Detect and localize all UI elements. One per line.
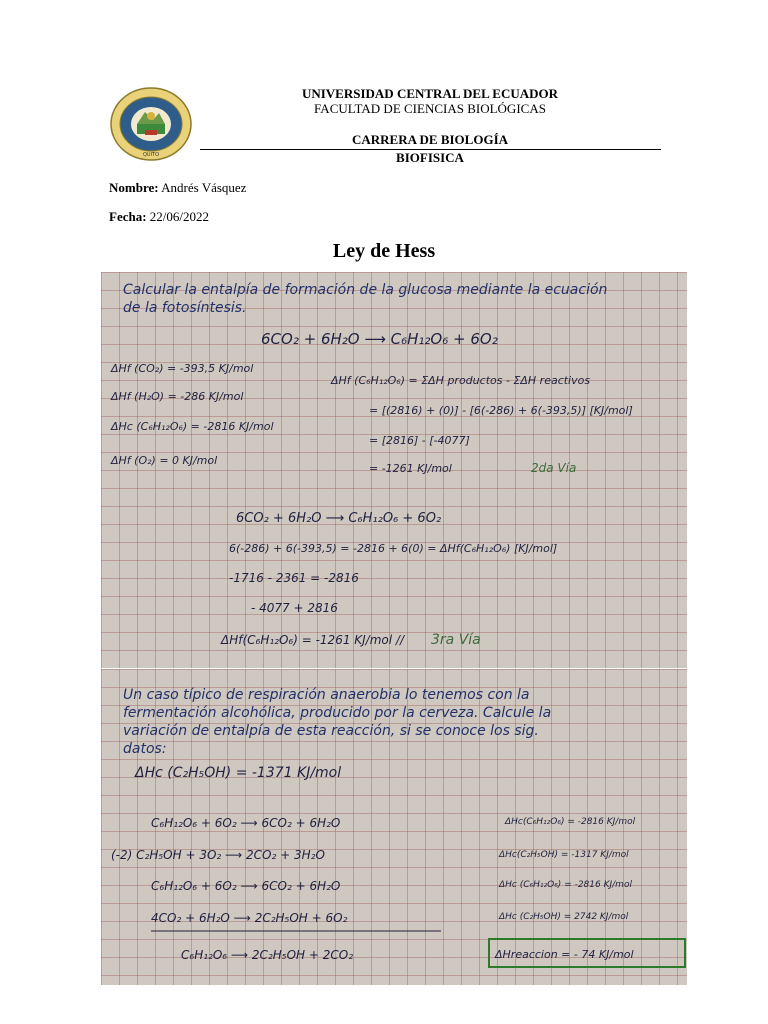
- p2-line-01: Un caso típico de respiración anaerobia lo tenemos con la: [123, 687, 530, 703]
- p1-line-10: ΔHf (O₂) = 0 KJ/mol: [111, 454, 218, 467]
- p2-line-10: C₆H₁₂O₆ + 6O₂ ⟶ 6CO₂ + 6H₂O: [151, 879, 341, 893]
- p1-line-07: = [(2816) + (0)] - [6(-286) + 6(-393,5)] [KJ/mol]: [369, 404, 633, 417]
- name-field: [109, 180, 246, 196]
- name-value: Andrés Vásquez: [158, 180, 247, 195]
- handwritten-notes-photo-2: [101, 669, 687, 985]
- p1-line-11: = -1261 KJ/mol: [369, 462, 452, 475]
- p1-line-17: ΔHf(C₆H₁₂O₆) = -1261 KJ/mol //: [221, 633, 404, 647]
- p2-line-07: ΔHc(C₆H₁₂O₆) = -2816 KJ/mol: [505, 817, 636, 827]
- p1-line-06: ΔHf (H₂O) = -286 KJ/mol: [111, 390, 244, 403]
- handwritten-notes-photo-1: [101, 272, 687, 668]
- p1-line-03: 6CO₂ + 6H₂O ⟶ C₆H₁₂O₆ + 6O₂: [261, 330, 498, 348]
- document-header: [200, 86, 660, 165]
- p1-line-05: ΔHf (C₆H₁₂O₆) = ΣΔH productos - ΣΔH reactivos: [331, 374, 591, 387]
- p1-line-14: 6(-286) + 6(-393,5) = -2816 + 6(0) = ΔHf(C₆H₁₂O₆) [KJ/mol]: [229, 542, 558, 555]
- p1-line-13: 6CO₂ + 6H₂O ⟶ C₆H₁₂O₆ + 6O₂: [236, 511, 442, 526]
- p1-line-15: -1716 - 2361 = -2816: [229, 571, 359, 585]
- faculty-name: FACULTAD DE CIENCIAS BIOLÓGICAS: [314, 101, 546, 116]
- p2-line-12: 4CO₂ + 6H₂O ⟶ 2C₂H₅OH + 6O₂: [151, 911, 348, 925]
- p2-line-04: datos:: [123, 741, 167, 757]
- p2-line-05: ΔHc (C₂H₅OH) = -1371 KJ/mol: [135, 765, 342, 781]
- p1-line-09: = [2816] - [-4077]: [369, 434, 470, 447]
- p2-line-03: variación de entalpía de esta reacción, si se conoce los sig.: [123, 723, 539, 739]
- name-label: Nombre:: [109, 180, 159, 195]
- logo-bottom-text: QUITO: [142, 152, 160, 158]
- p1-line-16: - 4077 + 2816: [251, 601, 338, 615]
- p1-line-08: ΔHc (C₆H₁₂O₆) = -2816 KJ/mol: [111, 420, 274, 433]
- header-divider: [200, 149, 661, 150]
- p1-line-12: 2da Vía: [531, 461, 577, 475]
- p2-line-06: C₆H₁₂O₆ + 6O₂ ⟶ 6CO₂ + 6H₂O: [151, 816, 341, 830]
- course-name: BIOFISICA: [396, 150, 464, 165]
- p1-line-01: Calcular la entalpía de formación de la glucosa mediante la ecuación: [123, 282, 608, 298]
- p1-line-18: 3ra Vía: [431, 632, 481, 648]
- p2-line-13: ΔHc (C₂H₅OH) = 2742 KJ/mol: [499, 912, 629, 922]
- p2-line-02: fermentación alcohólica, producido por la cerveza. Calcule la: [123, 705, 552, 721]
- p2-line-08: (-2) C₂H₅OH + 3O₂ ⟶ 2CO₂ + 3H₂O: [111, 848, 325, 862]
- university-seal-logo: [109, 86, 193, 162]
- p1-line-02: de la fotosíntesis.: [123, 300, 247, 316]
- p2-line-11: ΔHc (C₆H₁₂O₆) = -2816 KJ/mol: [499, 880, 632, 890]
- page-title: Ley de Hess: [332, 240, 436, 262]
- university-name: UNIVERSIDAD CENTRAL DEL ECUADOR: [301, 86, 559, 101]
- date-value: 22/06/2022: [146, 209, 210, 224]
- p2-line-09: ΔHc(C₂H₅OH) = -1317 KJ/mol: [499, 850, 629, 860]
- career-name: CARRERA DE BIOLOGÍA: [351, 132, 509, 147]
- date-label: Fecha:: [109, 209, 147, 224]
- p2-line-14: C₆H₁₂O₆ ⟶ 2C₂H₅OH + 2CO₂: [181, 948, 354, 962]
- p1-line-04: ΔHf (CO₂) = -393,5 KJ/mol: [111, 362, 254, 375]
- p2-line-15: ΔHreaccion = - 74 KJ/mol: [495, 948, 634, 961]
- date-field: [109, 209, 209, 225]
